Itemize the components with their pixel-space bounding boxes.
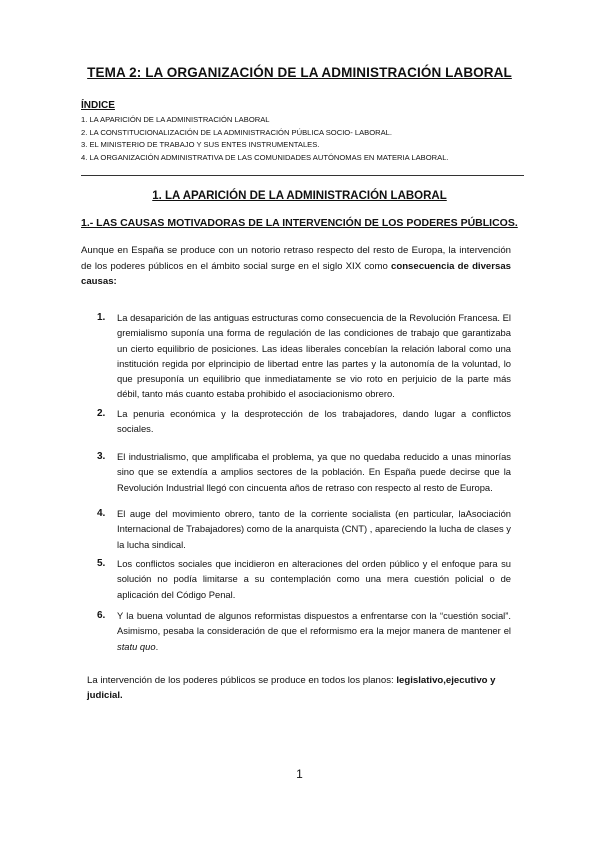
- cause-item: [97, 556, 511, 602]
- index-item: 4. LA ORGANIZACIÓN ADMINISTRATIVA DE LAS COMUNIDADES AUTÓNOMAS EN MATERIA LABORAL.: [81, 152, 449, 162]
- cause-text: Y la buena voluntad de algunos reformistas dispuestos a enfrentarse con la “cuestión social”. Asimismo, pesaba la consideración de que el reformismo era la mejor manera de mantener el: [117, 610, 511, 637]
- cause-item: [97, 406, 511, 437]
- cause-item: [97, 608, 511, 654]
- horizontal-divider: [81, 175, 524, 176]
- cause-number: 6.: [97, 610, 106, 621]
- index-item: 2. LA CONSTITUCIONALIZACIÓN DE LA ADMINISTRACIÓN PÚBLICA SOCIO- LABORAL.: [81, 127, 392, 137]
- document-title: TEMA 2: LA ORGANIZACIÓN DE LA ADMINISTRACIÓN LABORAL: [87, 65, 512, 80]
- page-number: 1: [296, 767, 303, 781]
- index-heading: ÍNDICE: [81, 100, 115, 111]
- cause-number: 3.: [97, 451, 106, 462]
- cause-number: 1.: [97, 312, 106, 323]
- cause-number: 4.: [97, 508, 106, 519]
- cause-item: [97, 310, 511, 402]
- cause-text: El auge del movimiento obrero, tanto de la corriente socialista (en particular, laAsociación Internacional de Trabajadores) como de la anarquista (CNT) , apareciendo la lucha de clases y la lucha sindical.: [117, 508, 511, 550]
- cause-number: 5.: [97, 558, 106, 569]
- cause-item: [97, 506, 511, 552]
- subsection-title: 1.- LAS CAUSAS MOTIVADORAS DE LA INTERVENCIÓN DE LOS PODERES PÚBLICOS.: [81, 217, 518, 229]
- cause-text: La penuria económica y la desprotección de los trabajadores, dando lugar a conflictos sociales.: [117, 408, 511, 435]
- intro-paragraph: [81, 243, 511, 290]
- index-item: 1. LA APARICIÓN DE LA ADMINISTRACIÓN LABORAL: [81, 115, 270, 124]
- cause-text-wrap: [117, 608, 511, 654]
- closing-bold: legislativo,ejecutivo y judicial.: [87, 675, 496, 702]
- cause-item: [97, 449, 511, 495]
- cause-text: El industrialismo, que amplificaba el problema, ya que no quedaba reducido a unas minorías sino que se extendía a amplios sectores de la población. En España puede decirse que la Revolución Industrial llegó con cincuenta años de retraso con respecto al resto de Europa.: [117, 451, 511, 493]
- cause-italic: statu quo: [117, 640, 156, 652]
- intro-end: :: [113, 276, 117, 288]
- intro-bold: consecuencia de diversas causas: [81, 260, 512, 288]
- index-item: 3. EL MINISTERIO DE TRABAJO Y SUS ENTES INSTRUMENTALES.: [81, 140, 320, 150]
- cause-number: 2.: [97, 408, 106, 419]
- cause-end: .: [155, 640, 159, 652]
- index-list: [81, 114, 449, 164]
- cause-text: La desaparición de las antiguas estructuras como consecuencia de la Revolución Francesa. El gremialismo suponía una forma de regulación de las condiciones de trabajo que garantizaba un cierto equilibrio de posiciones. Las ideas liberales concebían la relación laboral como una institución regida por elprincipio de libertad entre las partes y la autonomía de la voluntad, lo que presuponía un equilibrio que inmediatamente se vio roto en perjuicio de la parte más débil, tanto más cuanto estaba prohibido el asociacionismo obrero.: [117, 312, 511, 400]
- closing-text: La intervención de los poderes públicos se produce en todos los planos:: [87, 675, 397, 686]
- closing-paragraph: [87, 673, 527, 703]
- intro-text: Aunque en España se produce con un notorio retraso respecto del resto de Europa, la intervención de los poderes públicos en el ámbito social surge en el siglo XIX como: [81, 245, 511, 272]
- section-title: 1. LA APARICIÓN DE LA ADMINISTRACIÓN LABORAL: [152, 190, 447, 202]
- cause-text: Los conflictos sociales que incidieron en alteraciones del orden público y el enfoque para su solución no podía limitarse a su contemplación como una mera cuestión policial o de aplicación del Código Penal.: [117, 558, 511, 600]
